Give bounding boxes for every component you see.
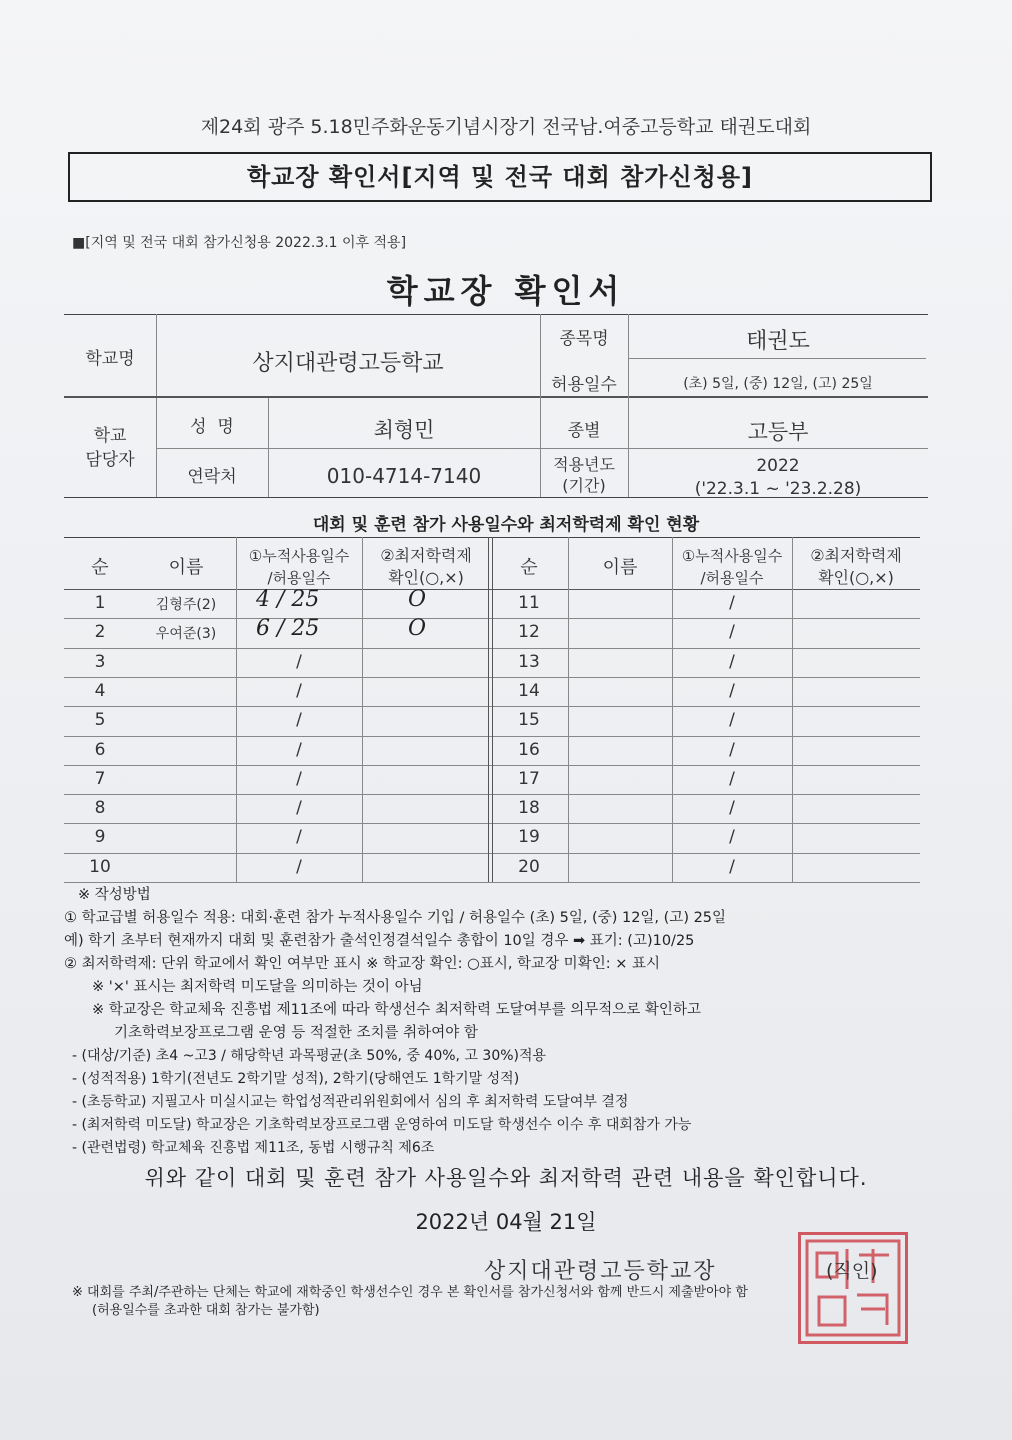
row-days: 6 / 25 [256,616,320,642]
row-days: / [729,798,735,819]
row-days: / [296,739,302,760]
row-days: / [296,710,302,731]
row-days: / [729,827,735,848]
row-days: / [296,798,302,819]
note-heading: ※ 작성방법 [78,887,151,903]
row-number: 11 [518,593,540,613]
document-date: 2022년 04월 21일 [415,1210,597,1234]
period-year: 2022 [756,456,800,476]
contact-value: 010-4714-7140 [326,464,482,488]
sub-note: ■[지역 및 전국 대회 참가신청용 2022.3.1 이후 적용] [72,235,407,251]
row-name: 우여준(3) [155,626,217,643]
row-number: 4 [94,680,106,701]
row-days: / [729,739,735,760]
row-number: 16 [518,739,540,760]
note-line: - (최저학력 미도달) 학교장은 기초학력보장프로그램 운영하여 미도달 학생선수 이수 후 대회참가 가능 [72,1117,692,1133]
note-line: ※ '×' 표시는 최저학력 미도달을 의미하는 것이 아님 [92,979,423,995]
row-number: 17 [518,768,540,789]
row-days: / [729,651,735,672]
seal-mark: (직인) [826,1260,878,1282]
footer-line: ※ 대회를 주최/주관하는 단체는 학교에 재학중인 학생선수인 경우 본 확인서를 참가신청서와 함께 반드시 제출받아야 함 [72,1285,748,1300]
row-name: 김형주(2) [155,597,217,613]
note-line: - (관련법령) 학교체육 진흥법 제11조, 동법 시행규칙 제6조 [72,1140,435,1156]
row-number: 14 [518,680,540,701]
row-days: / [729,768,735,789]
seal-stamp-icon [801,1235,905,1341]
row-academic: O [408,587,427,612]
event-title: 제24회 광주 5.18민주화운동기념시장기 전국남.여중고등학교 태권도대회 [200,116,812,138]
header-name: 이름 [602,557,638,578]
row-days: / [296,856,302,877]
note-line: - (성적적용) 1학기(전년도 2학기말 성적), 2학기(당해연도 1학기말 성적) [72,1071,520,1087]
sport-value: 태권도 [746,329,810,354]
row-number: 9 [94,827,106,848]
header-name: 이름 [168,557,204,578]
row-days: / [729,593,735,613]
school-label: 학교명 [85,349,135,369]
row-days: / [729,856,735,877]
row-number: 19 [518,827,540,848]
row-number: 8 [94,798,106,819]
section-title: 대회 및 훈련 참가 사용일수와 최저학력제 확인 현황 [312,515,700,535]
header-academic: ②최저학력제 확인(○,×) [810,546,902,587]
row-days: / [729,622,735,643]
note-line: ① 학교급별 허용일수 적용: 대회·훈련 참가 누적사용일수 기입 / 허용일수 (초) 5일, (중) 12일, (고) 25일 [64,910,727,926]
row-number: 7 [94,768,106,789]
division-label: 종별 [567,421,601,441]
row-days: / [729,680,735,701]
contact-label: 연락처 [187,467,237,487]
row-days: / [296,827,302,848]
header-no: 순 [91,557,109,578]
name-label: 성 명 [190,417,234,437]
header-days: ①누적사용일수 /허용일수 [248,547,350,587]
row-number: 15 [518,710,540,731]
row-days: / [296,768,302,789]
sport-label: 종목명 [559,329,609,349]
period-range: ('22.3.1 ~ '23.2.28) [694,479,862,499]
manager-label: 학교 담당자 [85,426,135,470]
row-academic: O [408,616,427,642]
row-number: 13 [518,651,540,672]
row-number: 2 [94,622,106,643]
name-value: 최형민 [373,418,435,442]
official-seal [798,1232,908,1344]
division-value: 고등부 [747,420,809,444]
instructions [64,884,726,1160]
header-no: 순 [520,557,538,578]
header-academic: ②최저학력제 확인(○,×) [380,546,472,587]
row-number: 18 [518,798,540,819]
principal-signature: 상지대관령고등학교장 [484,1259,717,1284]
note-line: 예) 학기 초부터 현재까지 대회 및 훈련참가 출석인정결석일수 총합이 10일 경우 ➡ 표기: (고)10/25 [64,933,695,949]
header-days: ①누적사용일수 /허용일수 [681,547,783,587]
row-number: 12 [518,622,540,643]
allowed-value: (초) 5일, (중) 12일, (고) 25일 [683,376,873,392]
footer-note [72,1284,748,1320]
note-line: - (초등학교) 지필고사 미실시교는 학업성적관리위원회에서 심의 후 최저학력 도달여부 결정 [72,1094,629,1110]
note-line: ※ 학교장은 학교체육 진흥법 제11조에 따라 학생선수 최저학력 도달여부를 의무적으로 확인하고 [92,1002,701,1018]
note-line: - (대상/기준) 초4 ~고3 / 해당학년 과목평균(초 50%, 중 40%, 고 30%)적용 [72,1048,547,1064]
row-days: / [296,651,302,672]
row-days: / [729,710,735,731]
row-number: 3 [94,651,106,672]
note-line: 기초학력보장프로그램 운영 등 적절한 조치를 취하여야 함 [114,1025,478,1041]
row-number: 5 [94,710,106,731]
period-label: 적용년도 (기간) [553,455,615,495]
school-name: 상지대관령고등학교 [252,351,444,376]
boxed-title: 학교장 확인서[지역 및 전국 대회 참가신청용] [68,152,932,202]
note-line: ② 최저학력제: 단위 학교에서 확인 여부만 표시 ※ 학교장 확인: ○표시, 학교장 미확인: × 표시 [64,956,660,972]
allowed-label: 허용일수 [551,375,617,395]
footer-line: (허용일수를 초과한 대회 참가는 불가함) [92,1303,320,1318]
main-title: 학교장 확인서 [386,272,626,310]
row-days: 4 / 25 [256,587,320,612]
row-number: 10 [89,856,111,877]
row-days: / [296,680,302,701]
row-number: 20 [518,856,540,877]
confirmation-statement: 위와 같이 대회 및 훈련 참가 사용일수와 최저학력 관련 내용을 확인합니다. [144,1166,868,1190]
row-number: 6 [94,739,106,760]
row-number: 1 [94,593,106,613]
